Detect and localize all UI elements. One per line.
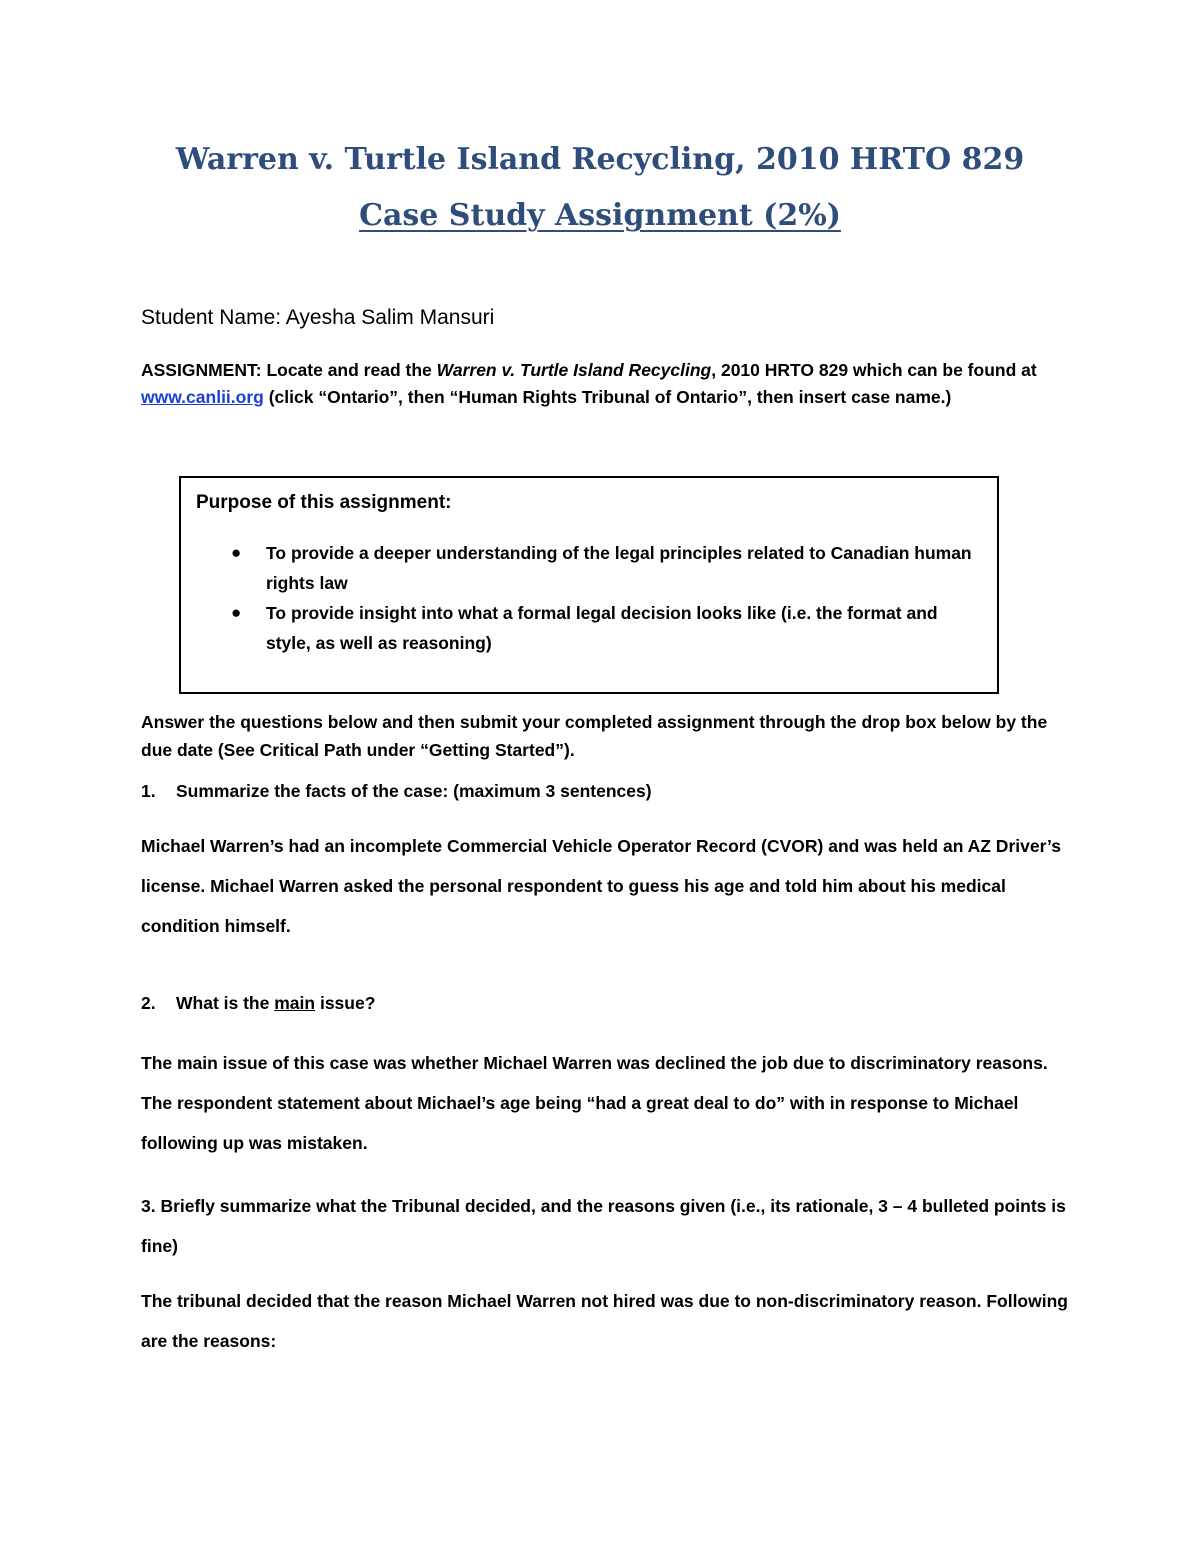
purpose-bullet bbox=[181, 538, 997, 598]
bullet-icon: ● bbox=[231, 543, 242, 562]
answer-1: Michael Warren’s had an incomplete Commercial Vehicle Operator Record (CVOR) and was held an AZ Driver’s license. Michael Warren asked the personal respondent to guess his age and told him about his medical condition himself. bbox=[141, 836, 1061, 936]
question-text: Summarize the facts of the case: (maximum 3 sentences) bbox=[176, 781, 652, 801]
assignment-text-after-link: (click “Ontario”, then “Human Rights Tribunal of Ontario”, then insert case name.) bbox=[268, 387, 952, 407]
question-number: 3. bbox=[141, 1196, 156, 1216]
instructions-paragraph: Answer the questions below and then submit your completed assignment through the drop box below by the due date (See Critical Path under “Getting Started”). bbox=[141, 712, 1048, 760]
canlii-link[interactable]: www.canlii.org bbox=[141, 387, 264, 407]
question-text-after: issue? bbox=[319, 993, 376, 1013]
purpose-box bbox=[179, 476, 999, 694]
purpose-bullet-list bbox=[181, 538, 997, 658]
question-1 bbox=[141, 781, 652, 802]
assignment-text-before: Locate and read the bbox=[266, 360, 432, 380]
student-name-line bbox=[141, 306, 494, 330]
student-name-label: Student Name: bbox=[141, 306, 282, 329]
purpose-title: Purpose of this assignment: bbox=[196, 492, 452, 513]
assignment-text-after-case: , 2010 HRTO 829 which can be found at bbox=[711, 360, 1037, 380]
answer-2: The main issue of this case was whether Michael Warren was declined the job due to discriminatory reasons. The respondent statement about Michael’s age being “had a great deal to do” with in response to Michael following up was mistaken. bbox=[141, 1053, 1048, 1153]
question-2 bbox=[141, 993, 375, 1014]
assignment-case-name: Warren v. Turtle Island Recycling bbox=[436, 360, 712, 380]
assignment-label: ASSIGNMENT: bbox=[141, 360, 262, 380]
question-number: 1. bbox=[141, 781, 156, 801]
bullet-icon: ● bbox=[231, 603, 242, 622]
question-text-underlined: main bbox=[274, 993, 316, 1013]
case-title: Warren v. Turtle Island Recycling, 2010 HRTO 829 bbox=[175, 142, 1025, 177]
answer-3: The tribunal decided that the reason Michael Warren not hired was due to non-discriminatory reason. Following are the reasons: bbox=[141, 1291, 1068, 1351]
question-text-before: What is the bbox=[176, 993, 270, 1013]
assignment-paragraph bbox=[141, 357, 1061, 411]
purpose-bullet bbox=[181, 598, 997, 658]
question-3 bbox=[141, 1186, 1071, 1266]
purpose-bullet-text: To provide a deeper understanding of the legal principles related to Canadian human rights law bbox=[266, 543, 972, 593]
question-number: 2. bbox=[141, 993, 156, 1013]
student-name-value: Ayesha Salim Mansuri bbox=[285, 306, 495, 329]
assignment-title: Case Study Assignment (2%) bbox=[359, 198, 841, 233]
purpose-bullet-text: To provide insight into what a formal legal decision looks like (i.e. the format and style, as well as reasoning) bbox=[266, 603, 938, 653]
question-text: Briefly summarize what the Tribunal decided, and the reasons given (i.e., its rationale, 3 – 4 bulleted points is fine) bbox=[141, 1196, 1066, 1256]
